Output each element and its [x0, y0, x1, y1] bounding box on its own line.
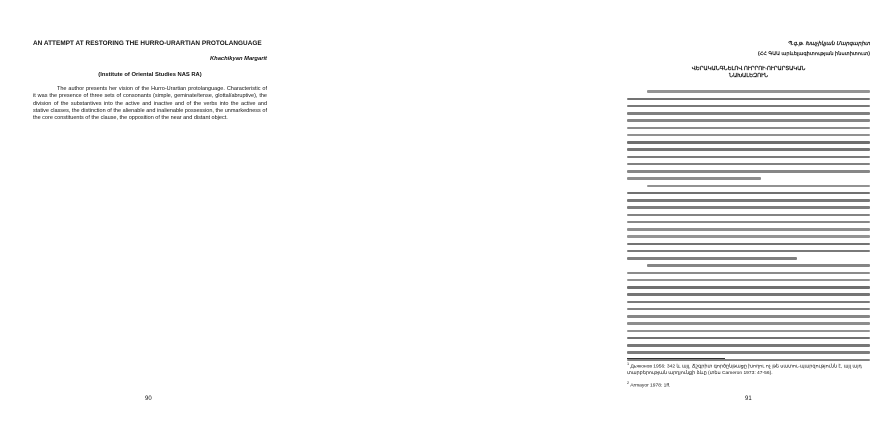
greeked-text: [627, 163, 870, 166]
greeked-text: [627, 98, 870, 101]
body-text-line: [627, 277, 870, 284]
greeked-text: [627, 192, 870, 195]
greeked-text: [627, 308, 870, 311]
greeked-text: [627, 279, 870, 282]
body-text-line: [627, 175, 870, 182]
body-text-line: [627, 306, 870, 313]
armenian-author-name: Պ.գ.թ. Խաչիկյան Մարգարիտ: [787, 41, 870, 47]
body-text-line: [627, 211, 870, 218]
body-text-line: [627, 269, 870, 276]
greeked-text: [627, 293, 870, 296]
body-text-line: [627, 204, 870, 211]
body-text-line: [627, 342, 870, 349]
greeked-text: [627, 105, 870, 108]
abstract: [33, 86, 267, 122]
armenian-body-text: [627, 88, 870, 364]
greeked-text: [647, 264, 870, 267]
footnote-2-text: Armayor 1978: 1ff.: [630, 383, 671, 389]
armenian-title-line-1: ՎԵՐԱԿԱՆԳՆԵԼՈՎ ՈՒՐՐՈՒ-ՈՒՐԱՐՏԱԿԱՆ: [691, 66, 806, 72]
body-text-line: [627, 291, 870, 298]
body-text-line: [627, 262, 870, 269]
body-text-line: [627, 168, 870, 175]
author-name: Khachikyan Margarit: [209, 56, 267, 62]
greeked-text: [647, 185, 870, 188]
body-text-line: [627, 110, 870, 117]
body-text-line: [627, 240, 870, 247]
page-number-left: 90: [145, 396, 152, 402]
footnote-1: [627, 361, 870, 377]
greeked-text: [627, 337, 870, 340]
greeked-text: [627, 177, 761, 180]
body-text-line: [627, 190, 870, 197]
body-text-line: [627, 327, 870, 334]
greeked-text: [627, 243, 870, 246]
footnote-1-text: Дьяконов 1956: 342 և այլ. Ճշգրիտ գործընթացը խողու ոչ թե սատու-պարզությունն է, այլ այդ տարբերության արդյունքի ձևը (տես Cameron 1973: 47-56).: [627, 364, 862, 376]
greeked-text: [627, 112, 870, 115]
body-text-line: [627, 335, 870, 342]
greeked-text: [627, 148, 870, 151]
greeked-text: [627, 250, 870, 253]
greeked-text: [627, 170, 870, 173]
armenian-title: [627, 66, 870, 80]
armenian-institution: (ՀՀ ԳԱԱ արևելագիտության ինստիտուտ): [757, 51, 870, 57]
body-text-line: [627, 284, 870, 291]
body-text-line: [627, 197, 870, 204]
body-text-line: [627, 298, 870, 305]
body-text-line: [627, 103, 870, 110]
armenian-title-line-2: ՆԱԽԱԼԵԶՈՒՆ: [729, 73, 768, 80]
greeked-text: [627, 301, 870, 304]
body-text-line: [627, 124, 870, 131]
greeked-text: [627, 206, 870, 209]
greeked-text: [627, 134, 870, 137]
footnote-2-number: 2: [627, 381, 630, 385]
body-text-line: [627, 226, 870, 233]
footnote-rule: [627, 358, 725, 359]
greeked-text: [627, 156, 870, 159]
body-text-line: [627, 146, 870, 153]
greeked-text: [627, 257, 797, 260]
body-text-line: [627, 132, 870, 139]
footnote-2: [627, 380, 870, 390]
body-text-line: [627, 320, 870, 327]
body-text-line: [627, 88, 870, 95]
greeked-text: [627, 127, 870, 130]
body-text-line: [627, 313, 870, 320]
greeked-text: [627, 119, 870, 122]
body-text-line: [627, 182, 870, 189]
greeked-text: [627, 351, 870, 354]
greeked-text: [627, 344, 870, 347]
body-text-line: [627, 117, 870, 124]
body-text-line: [627, 349, 870, 356]
greeked-text: [627, 214, 870, 217]
greeked-text: [627, 228, 870, 231]
greeked-text: [627, 199, 870, 202]
greeked-text: [627, 322, 870, 325]
left-page: [0, 0, 300, 425]
article-title: AN ATTEMPT AT RESTORING THE HURRO-URARTIAN PROTOLANGUAGE: [33, 40, 262, 47]
greeked-text: [627, 272, 870, 275]
greeked-text: [627, 141, 870, 144]
body-text-line: [627, 233, 870, 240]
author-institution: (Institute of Oriental Studies NAS RA): [98, 72, 202, 78]
page-number-right: 91: [745, 396, 752, 402]
body-text-line: [627, 248, 870, 255]
footnote-1-number: 1: [627, 362, 630, 366]
greeked-text: [627, 221, 870, 224]
body-text-line: [627, 95, 870, 102]
greeked-text: [627, 286, 870, 289]
greeked-text: [647, 90, 870, 93]
body-text-line: [627, 161, 870, 168]
greeked-text: [627, 330, 870, 333]
body-text-line: [627, 153, 870, 160]
body-text-line: [627, 255, 870, 262]
greeked-text: [627, 235, 870, 238]
body-text-line: [627, 139, 870, 146]
right-page: [300, 0, 870, 425]
greeked-text: [627, 315, 870, 318]
abstract-text: The author presents her vision of the Hurro-Urartian protolanguage. Characteristic of it was the presence of three sets of consonants (simple, geminate/tense, glottal/abruptive), the division of the substantives into the active and inactive and of the verbs into the active and stative classes, the distinction of the alienable and inalienable possession, the unmarkedness of the core constituents of the clause, the opposition of the near and distant object.: [33, 86, 267, 122]
body-text-line: [627, 219, 870, 226]
